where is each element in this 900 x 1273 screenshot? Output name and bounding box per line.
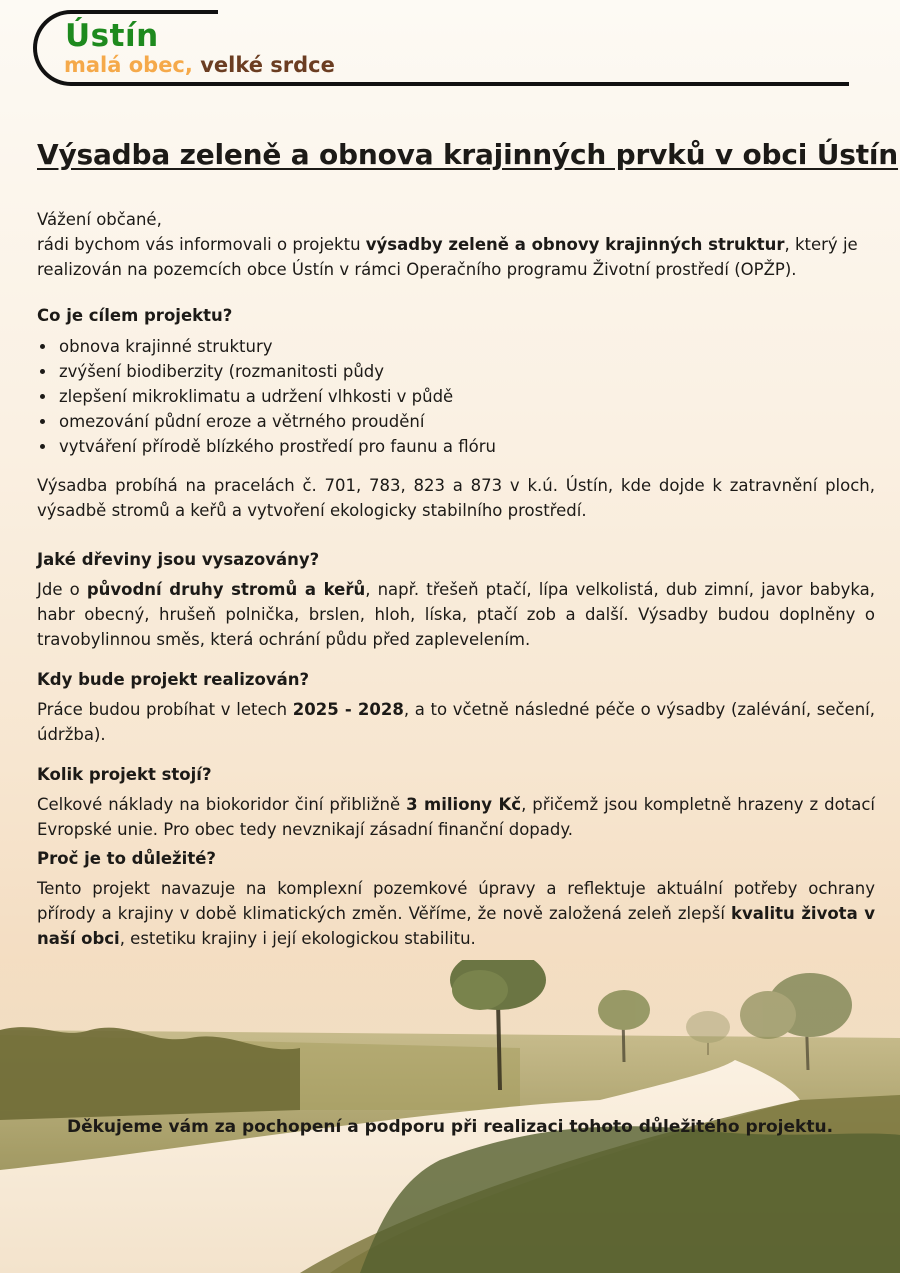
document-body: [37, 138, 899, 951]
motto-part-1: malá obec,: [64, 53, 193, 77]
page-title: Výsadba zeleně a obnova krajinných prvků v obci Ústín: [37, 138, 899, 171]
cost-heading: Kolik projekt stojí?: [37, 765, 212, 784]
logo-name: Ústín: [65, 18, 159, 54]
logo-motto: [64, 53, 335, 77]
when-heading: Kdy bude projekt realizován?: [37, 670, 310, 689]
intro-paragraph: rádi bychom vás informovali o projektu výsadby zeleně a obnovy krajinných struktur, který je realizován na pozemcích obce Ústín v rámci Operačního programu Životní prostředí (OPŽP).: [37, 235, 858, 279]
parcels-paragraph: Výsadba probíhá na pracelách č. 701, 783, 823 a 873 v k.ú. Ústín, kde dojde k zatravnění ploch, výsadbě stromů a keřů a vytvoření ekologicky stabilního prostředí.: [37, 476, 875, 520]
species-heading: Jaké dřeviny jsou vysazovány?: [37, 550, 320, 569]
goals-heading: Co je cílem projektu?: [37, 306, 233, 325]
when-paragraph: Práce budou probíhat v letech 2025 - 2028, a to včetně následné péče o výsadby (zalévání, sečení, údržba).: [37, 700, 875, 744]
logo-underline: [73, 82, 849, 86]
list-item: • vytváření přírodě blízkého prostředí pro faunu a flóru: [57, 434, 875, 459]
list-item: • zlepšení mikroklimatu a udržení vlhkosti v půdě: [57, 384, 875, 409]
list-item: • omezování půdní eroze a větrného proudění: [57, 409, 875, 434]
list-item: • zvýšení biodiberzity (rozmanitosti půdy: [57, 359, 875, 384]
thank-you-note: Děkujeme vám za pochopení a podporu při realizaci tohoto důležitého projektu.: [66, 1117, 834, 1137]
intro-greeting: Vážení občané,: [37, 210, 162, 229]
species-paragraph: Jde o původní druhy stromů a keřů, např. třešeň ptačí, lípa velkolistá, dub zimní, javor babyka, habr obecný, hrušeň polnička, brslen, hloh, líska, ptačí zob a další. Výsadby budou doplněny o travobylinnou směs, která ochrání půdu před zaplevelením.: [37, 580, 876, 649]
cost-paragraph: Celkové náklady na biokoridor činí přibližně 3 miliony Kč, přičemž jsou kompletně hrazeny z dotací Evropské unie. Pro obec tedy nevznikají zásadní finanční dopady.: [37, 795, 875, 839]
motto-part-2: velké srdce: [200, 53, 335, 77]
why-paragraph: Tento projekt navazuje na komplexní pozemkové úpravy a reflektuje aktuální potřeby ochrany přírody a krajiny v době klimatických změn. Věříme, že nově založená zeleň zlepší kvalitu života v naší obci, estetiku krajiny i její ekologickou stabilitu.: [37, 879, 875, 948]
goals-list: [37, 334, 875, 459]
list-item: • obnova krajinné struktury: [57, 334, 875, 359]
why-heading: Proč je to důležité?: [37, 849, 216, 868]
municipality-logo: [33, 10, 853, 90]
